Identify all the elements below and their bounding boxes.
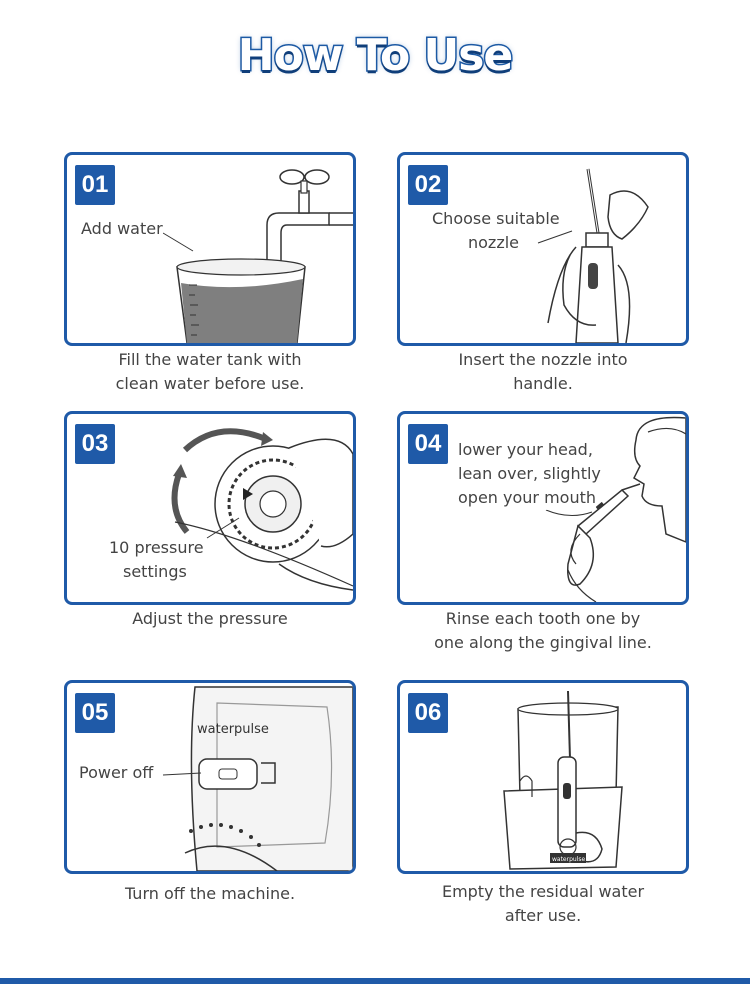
step-05-panel — [64, 680, 356, 874]
power-off-label: Power off — [79, 761, 153, 785]
step-01-caption-line-2: clean water before use. — [115, 374, 305, 393]
rinse-label-line-3: open your mouth — [458, 486, 596, 510]
page-title: How To Use — [237, 30, 513, 81]
step-02-caption-line-2: handle. — [513, 374, 573, 393]
pressure-label-line-1: 10 pressure — [109, 536, 204, 560]
step-number-badge: 02 — [408, 165, 448, 205]
step-number-badge: 04 — [408, 424, 448, 464]
step-06-panel — [397, 680, 689, 874]
step-number-badge: 05 — [75, 693, 115, 733]
rinse-label-line-2: lean over, slightly — [458, 462, 601, 486]
step-04-caption-line-2: one along the gingival line. — [434, 633, 652, 652]
choose-nozzle-label-line-1: Choose suitable — [432, 207, 560, 231]
step-02-panel — [397, 152, 689, 346]
rinse-label-line-1: lower your head, — [458, 438, 593, 462]
step-05-caption-line-1: Turn off the machine. — [124, 884, 296, 903]
step-06-caption-line-2: after use. — [504, 906, 582, 925]
step-04-caption-line-1: Rinse each tooth one by — [445, 609, 641, 628]
bottom-accent-bar — [0, 978, 750, 984]
waterpulse-brand-logo: waterpulse — [197, 722, 269, 737]
step-03-panel — [64, 411, 356, 605]
svg-text:waterpulse: waterpulse — [552, 856, 586, 863]
add-water-label: Add water — [81, 217, 163, 241]
step-04-panel — [397, 411, 689, 605]
step-02-caption-line-1: Insert the nozzle into — [458, 350, 628, 369]
step-01-panel — [64, 152, 356, 346]
choose-nozzle-label-line-2: nozzle — [468, 231, 519, 255]
step-number-badge: 06 — [408, 693, 448, 733]
pressure-label-line-2: settings — [123, 560, 187, 584]
step-01-caption-line-1: Fill the water tank with — [118, 350, 302, 369]
step-number-badge: 01 — [75, 165, 115, 205]
step-06-caption-line-1: Empty the residual water — [441, 882, 645, 901]
step-03-caption-line-1: Adjust the pressure — [132, 609, 288, 628]
step-number-badge: 03 — [75, 424, 115, 464]
